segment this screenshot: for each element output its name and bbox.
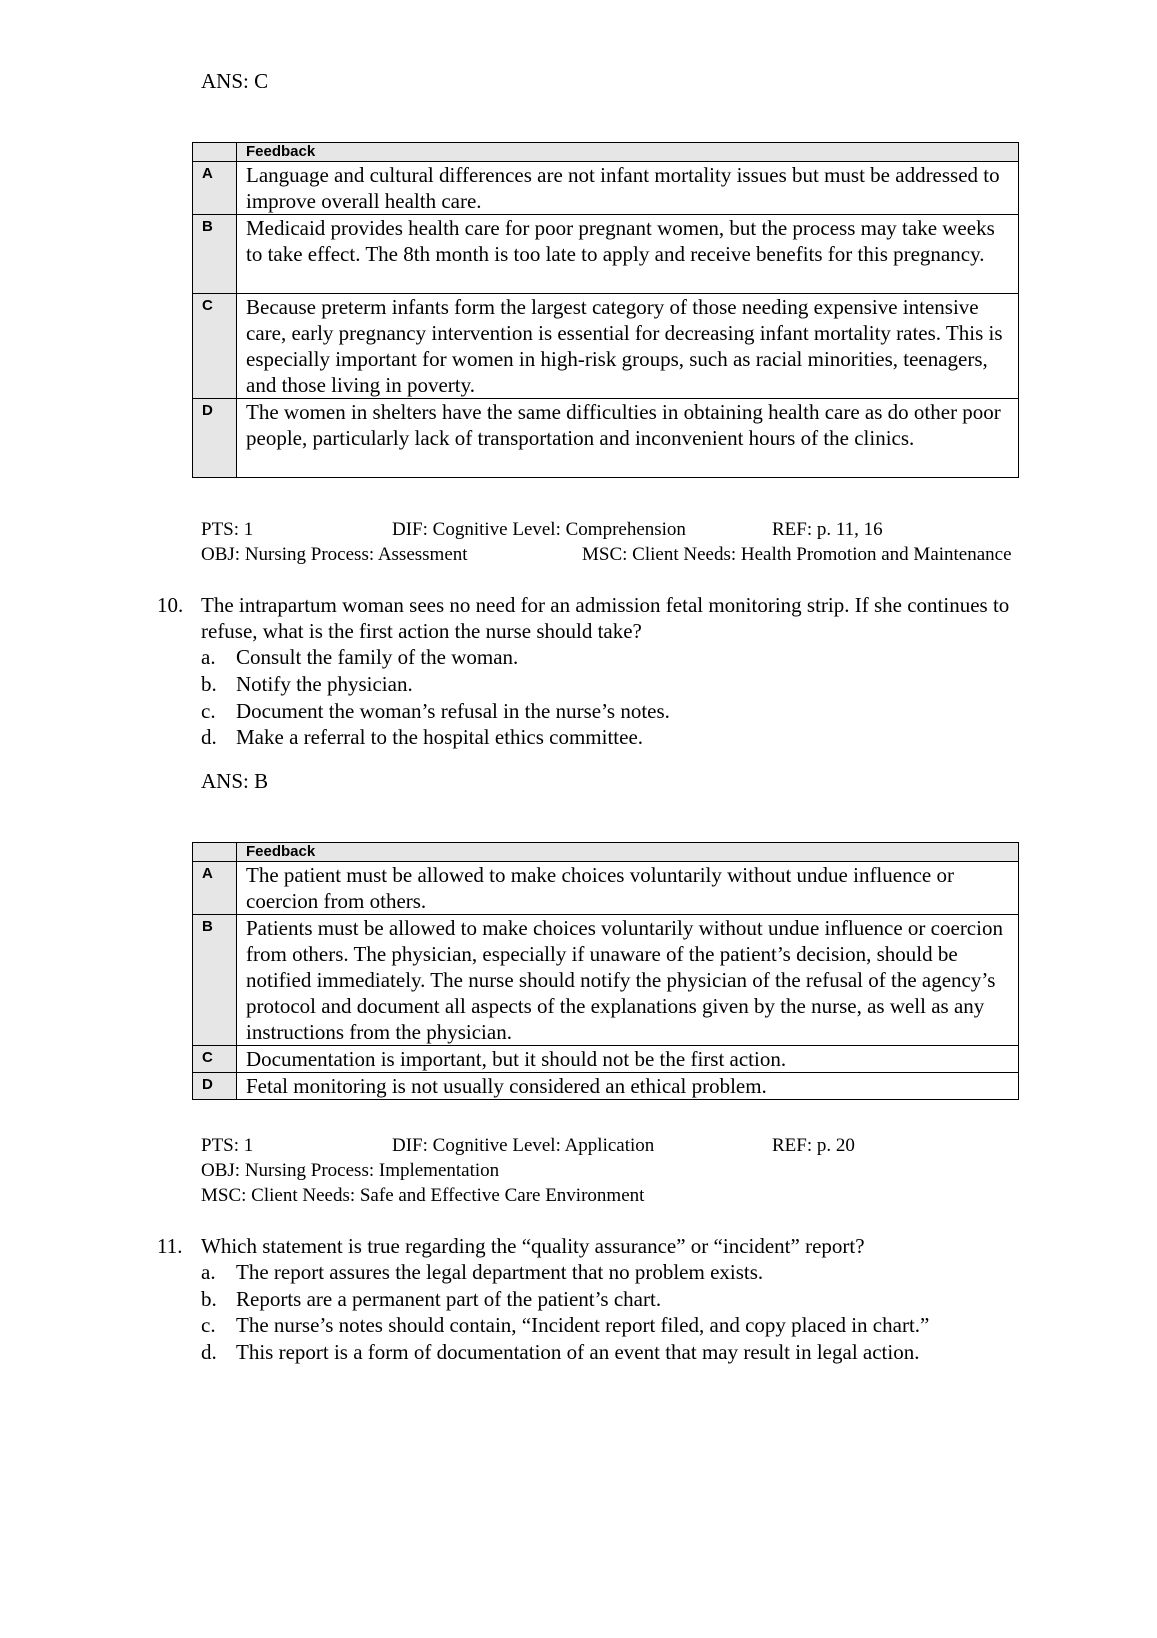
option-letter: c. bbox=[201, 1313, 216, 1337]
q10-reference: REF: p. 20 bbox=[772, 1135, 855, 1156]
feedback-row bbox=[193, 294, 1019, 399]
option-text: The report assures the legal department that no problem exists. bbox=[236, 1260, 764, 1284]
q11-option bbox=[201, 1339, 919, 1366]
q11-number: 11. bbox=[157, 1234, 183, 1258]
q10-objective: OBJ: Nursing Process: Implementation bbox=[201, 1160, 500, 1181]
feedback-text: Language and cultural differences are not infant mortality issues but must be addressed to improve overall health care. bbox=[237, 162, 1019, 215]
feedback-header: Feedback bbox=[237, 843, 1019, 862]
feedback-letter: D bbox=[193, 399, 237, 478]
option-letter: b. bbox=[201, 1287, 217, 1311]
q9-points: PTS: 1 bbox=[201, 519, 254, 540]
feedback-letter: D bbox=[193, 1073, 237, 1100]
q10-question: The intrapartum woman sees no need for an admission fetal monitoring strip. If she continues to refuse, what is the first action the nurse should take? bbox=[201, 593, 1010, 643]
feedback-row bbox=[193, 215, 1019, 294]
q10-option bbox=[201, 644, 518, 671]
q10-feedback-table bbox=[192, 842, 1019, 1100]
feedback-text: Fetal monitoring is not usually considered an ethical problem. bbox=[237, 1073, 1019, 1100]
option-letter: d. bbox=[201, 1340, 217, 1364]
option-text: Make a referral to the hospital ethics committee. bbox=[236, 725, 644, 749]
feedback-row bbox=[193, 162, 1019, 215]
option-letter: c. bbox=[201, 699, 216, 723]
option-text: Consult the family of the woman. bbox=[236, 645, 519, 669]
feedback-header-row bbox=[193, 143, 1019, 162]
q10-msc: MSC: Client Needs: Safe and Effective Care Environment bbox=[201, 1185, 645, 1206]
feedback-row bbox=[193, 399, 1019, 478]
feedback-row bbox=[193, 915, 1019, 1046]
q9-msc: MSC: Client Needs: Health Promotion and Maintenance bbox=[582, 544, 1012, 565]
q10-points: PTS: 1 bbox=[201, 1135, 254, 1156]
q9-reference: REF: p. 11, 16 bbox=[772, 519, 883, 540]
feedback-header-row bbox=[193, 843, 1019, 862]
feedback-text: The patient must be allowed to make choices voluntarily without undue influence or coercion from others. bbox=[237, 862, 1019, 915]
q9-answer: ANS: C bbox=[201, 69, 269, 93]
feedback-text: Because preterm infants form the largest category of those needing expensive intensive care, early pregnancy intervention is essential for decreasing infant mortality rates. This is especially important for women in high-risk groups, such as racial minorities, teenagers, and those living in poverty. bbox=[237, 294, 1019, 399]
feedback-text: Documentation is important, but it should not be the first action. bbox=[237, 1046, 1019, 1073]
feedback-letter: A bbox=[193, 162, 237, 215]
feedback-letter: A bbox=[193, 862, 237, 915]
q10-option bbox=[201, 698, 670, 725]
option-text: Document the woman’s refusal in the nurse’s notes. bbox=[236, 699, 670, 723]
q11-option bbox=[201, 1286, 661, 1313]
q9-feedback-table bbox=[192, 142, 1019, 478]
feedback-text: Patients must be allowed to make choices voluntarily without undue influence or coercion from others. The physician, especially if unaware of the patient’s decision, should be notified immediately. The nurse should notify the physician of the refusal of the agency’s protocol and document all aspects of the explanations given by the nurse, as well as any instructions from the physician. bbox=[237, 915, 1019, 1046]
feedback-letter: C bbox=[193, 294, 237, 399]
feedback-row bbox=[193, 862, 1019, 915]
feedback-text: The women in shelters have the same difficulties in obtaining health care as do other poor people, particularly lack of transportation and inconvenient hours of the clinics. bbox=[237, 399, 1019, 478]
q11-option bbox=[201, 1259, 763, 1286]
q10-option bbox=[201, 724, 643, 751]
q10-difficulty: DIF: Cognitive Level: Application bbox=[392, 1135, 655, 1156]
q10-answer: ANS: B bbox=[201, 769, 269, 793]
option-text: Reports are a permanent part of the patient’s chart. bbox=[236, 1287, 662, 1311]
feedback-row bbox=[193, 1046, 1019, 1073]
option-letter: b. bbox=[201, 672, 217, 696]
option-text: This report is a form of documentation of an event that may result in legal action. bbox=[236, 1340, 920, 1364]
option-letter: a. bbox=[201, 645, 216, 669]
q10-number: 10. bbox=[157, 593, 184, 617]
q10-option bbox=[201, 671, 413, 698]
q11-question: Which statement is true regarding the “quality assurance” or “incident” report? bbox=[201, 1234, 865, 1258]
feedback-letter: B bbox=[193, 915, 237, 1046]
feedback-text: Medicaid provides health care for poor pregnant women, but the process may take weeks to take effect. The 8th month is too late to apply and receive benefits for this pregnancy. bbox=[237, 215, 1019, 294]
q11-option bbox=[201, 1312, 929, 1339]
option-text: Notify the physician. bbox=[236, 672, 413, 696]
feedback-row bbox=[193, 1073, 1019, 1100]
q9-difficulty: DIF: Cognitive Level: Comprehension bbox=[392, 519, 686, 540]
feedback-header: Feedback bbox=[237, 143, 1019, 162]
option-letter: d. bbox=[201, 725, 217, 749]
option-letter: a. bbox=[201, 1260, 216, 1284]
feedback-letter: C bbox=[193, 1046, 237, 1073]
feedback-letter: B bbox=[193, 215, 237, 294]
option-text: The nurse’s notes should contain, “Incident report filed, and copy placed in chart.” bbox=[236, 1313, 930, 1337]
q9-objective: OBJ: Nursing Process: Assessment bbox=[201, 544, 468, 565]
